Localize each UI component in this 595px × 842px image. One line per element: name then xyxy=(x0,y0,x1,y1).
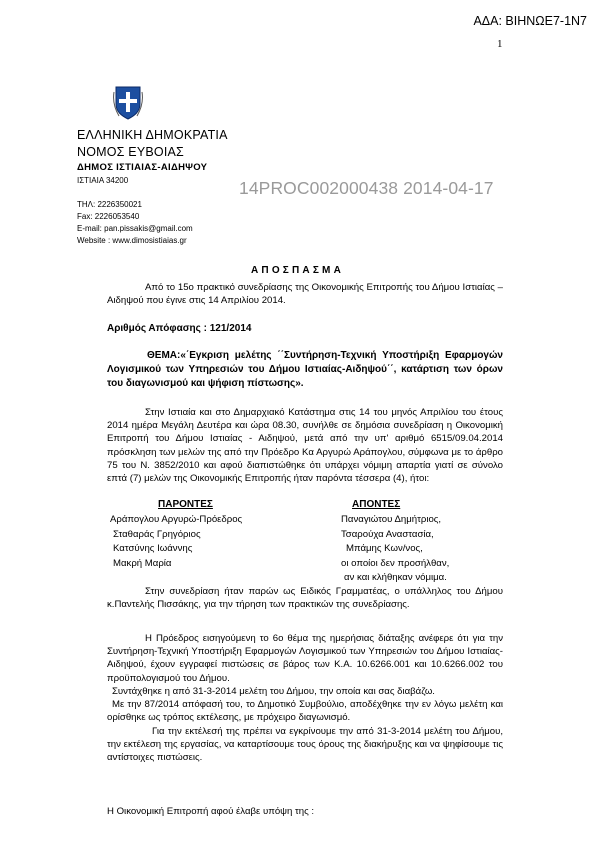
absent-note: αν και κλήθηκαν νόμιμα. xyxy=(344,572,447,583)
document-title: ΑΠΟΣΠΑΣΜΑ xyxy=(250,265,345,276)
protocol-stamp: 14PROC002000438 2014-04-17 xyxy=(239,178,494,198)
present-heading: ΠΑΡΟΝΤΕΣ xyxy=(158,499,213,510)
decision-number: Αριθμός Απόφασης : 121/2014 xyxy=(107,323,252,334)
present-list xyxy=(110,513,242,571)
subject-paragraph: ΘΕΜΑ:«΄Εγκριση μελέτης ΄΄Συντήρηση-Τεχνική Υποστήριξη Εφαρμογών Λογισμικού των Υπηρεσιών του Δήμου Ιστιαίας-Αιδηψού΄΄, κατάρτιση των όρων του διαγωνισμού και ψήφιση πίστωσης». xyxy=(107,350,503,389)
absent-member: Μπάμης Κων/νος, xyxy=(346,543,423,554)
meeting-paragraph: Στην Ιστιαία και στο Δημαρχιακό Κατάστημα στις 14 του μηνός Απριλίου του έτους 2014 ημέρα Μεγάλη Δευτέρα και ώρα 08.30, συνήλθε σε δημόσια συνεδρίαση η Οικονομική Επιτροπή του Δήμου Ιστιαίας - Αιδηψού, μετά από την υπ' αριθμό 6515/09.04.2014 πρόσκληση των μελών της από την Πρόεδρο Κα Αργυρώ Αράπογλου, σύμφωνα με το άρθρο 75 του Ν. 3852/2010 και αφού διαπιστώθηκε ότι υπάρχει νόμιμη απαρτία γιατί σε σύνολο επτά (7) μελών της Οικονομικής Επιτροπής ήταν παρόντα τέσσερα (4), ήτοι: xyxy=(107,407,503,485)
study-paragraph xyxy=(107,685,503,764)
page-number: 1 xyxy=(497,38,503,50)
final-paragraph: Η Οικονομική Επιτροπή αφού έλαβε υπόψη της : xyxy=(107,806,315,817)
contact-email: E-mail: pan.pissakis@gmail.com xyxy=(77,224,193,233)
contact-fax: Fax: 2226053540 xyxy=(77,212,140,221)
header-city: ΙΣΤΙΑΙΑ 34200 xyxy=(77,176,129,185)
header-republic: ΕΛΛΗΝΙΚΗ ΔΗΜΟΚΡΑΤΙΑ xyxy=(77,128,228,142)
contact-website: Website : www.dimosistiaias.gr xyxy=(77,236,187,245)
absent-member: Τσαρούχα Αναστασία, xyxy=(341,528,434,540)
header-prefecture: ΝΟΜΟΣ ΕΥΒΟΙΑΣ xyxy=(77,145,184,159)
present-member: Σταθαράς Γρηγόριος xyxy=(113,528,201,540)
president-paragraph: Η Πρόεδρος εισηγούμενη το 6ο θέμα της ημερήσιας διάταξης ανέφερε ότι για την Συντήρηση-Τεχνική Υποστήριξη Εφαρμογών Λογισμικού των Υπηρεσιών του Δήμου Ιστιαίας-Αιδηψού, έχουν εγγραφεί πιστώσεις σε βάρος των Κ.Α. 10.6266.001 και 10.6266.002 του προϋπολογισμού του Δήμου. xyxy=(107,633,503,684)
secretary-paragraph: Στην συνεδρίαση ήταν παρών ως Ειδικός Γραμματέας, ο υπάλληλος του Δήμου κ.Παντελής Πισσάκης, για την τήρηση των πρακτικών της συνεδρίασης. xyxy=(107,586,503,611)
absent-heading: ΑΠΟΝΤΕΣ xyxy=(352,499,401,510)
execution-line: Για την εκτέλεσή της πρέπει να εγκρίνουμε την από 31-3-2014 μελέτη του Δήμου, την εκτέλεση της εργασίας, να καταρτίσουμε τους όρους της διακήρυξης και να ψηφίσουμε τις αντίστοιχες πιστώσεις. xyxy=(107,725,503,764)
absent-note: οι οποίοι δεν προσήλθαν, xyxy=(341,557,450,569)
council-line: Με την 87/2014 απόφασή του, το Δημοτικό Συμβούλιο, αποδέχθηκε την εν λόγω μελέτη και ορίσθηκε ως τρόπος εκτέλεσης, με πρόχειρο διαγωνισμό. xyxy=(107,699,503,724)
contact-tel: ΤΗΛ: 2226350021 xyxy=(77,200,142,209)
header-municipality: ΔΗΜΟΣ ΙΣΤΙΑΙΑΣ-ΑΙΔΗΨΟΥ xyxy=(77,162,208,173)
ada-code: ΑΔΑ: ΒΙΗΝΩΕ7-1Ν7 xyxy=(473,14,587,28)
absent-member: Παναγιώτου Δημήτριος, xyxy=(341,514,442,525)
study-line: Συντάχθηκε η από 31-3-2014 μελέτη του Δήμου, την οποία και σας διαβάζω. xyxy=(112,686,435,697)
greek-emblem-icon xyxy=(113,86,143,120)
present-member: Κατσύνης Ιωάννης xyxy=(113,543,193,554)
absent-list xyxy=(341,513,449,586)
present-member: Μακρή Μαρία xyxy=(113,557,172,569)
intro-paragraph: Από το 15ο πρακτικό συνεδρίασης της Οικονομικής Επιτροπής του Δήμου Ιστιαίας – Αιδηψού που έγινε στις 14 Απριλίου 2014. xyxy=(107,282,503,307)
present-member: Αράπογλου Αργυρώ-Πρόεδρος xyxy=(110,514,243,525)
